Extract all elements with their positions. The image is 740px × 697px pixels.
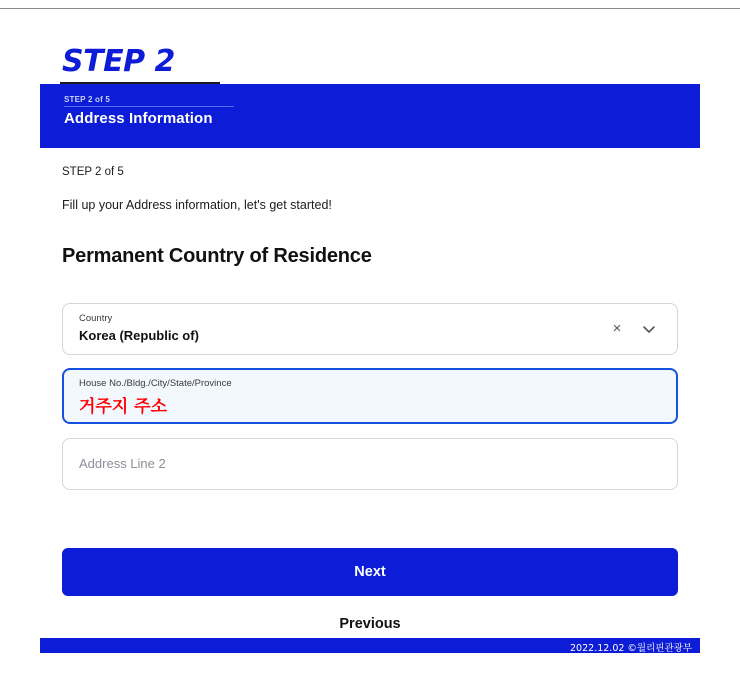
address-line-1-value: 거주지 주소 bbox=[79, 397, 168, 417]
footer-text: 2022.12.02 ©월리핀관광부 bbox=[570, 643, 692, 654]
header-title: Address Information bbox=[64, 110, 213, 127]
section-header-bar bbox=[40, 84, 700, 148]
close-icon[interactable]: × bbox=[612, 320, 622, 337]
address-line-1-field[interactable] bbox=[62, 368, 678, 424]
country-label: Country bbox=[79, 313, 113, 324]
header-divider bbox=[64, 106, 234, 107]
previous-button[interactable]: Previous bbox=[62, 603, 678, 645]
step-badge: STEP 2 bbox=[62, 44, 175, 79]
form-body bbox=[40, 148, 700, 638]
page-title: Permanent Country of Residence bbox=[62, 245, 372, 267]
header-step-indicator: STEP 2 of 5 bbox=[64, 95, 111, 104]
intro-text: Fill up your Address information, let's get started! bbox=[62, 198, 332, 212]
country-value: Korea (Republic of) bbox=[79, 328, 199, 343]
form-card bbox=[40, 28, 700, 653]
top-divider bbox=[0, 8, 740, 9]
chevron-down-icon[interactable] bbox=[641, 321, 657, 337]
footer-bar bbox=[40, 638, 700, 653]
address-line-2-placeholder: Address Line 2 bbox=[79, 456, 166, 471]
country-select[interactable] bbox=[62, 303, 678, 355]
address-line-2-field[interactable] bbox=[62, 438, 678, 490]
step-progress-text: STEP 2 of 5 bbox=[62, 166, 124, 178]
next-button[interactable]: Next bbox=[62, 548, 678, 596]
address-line-1-label: House No./Bldg./City/State/Province bbox=[79, 378, 232, 389]
